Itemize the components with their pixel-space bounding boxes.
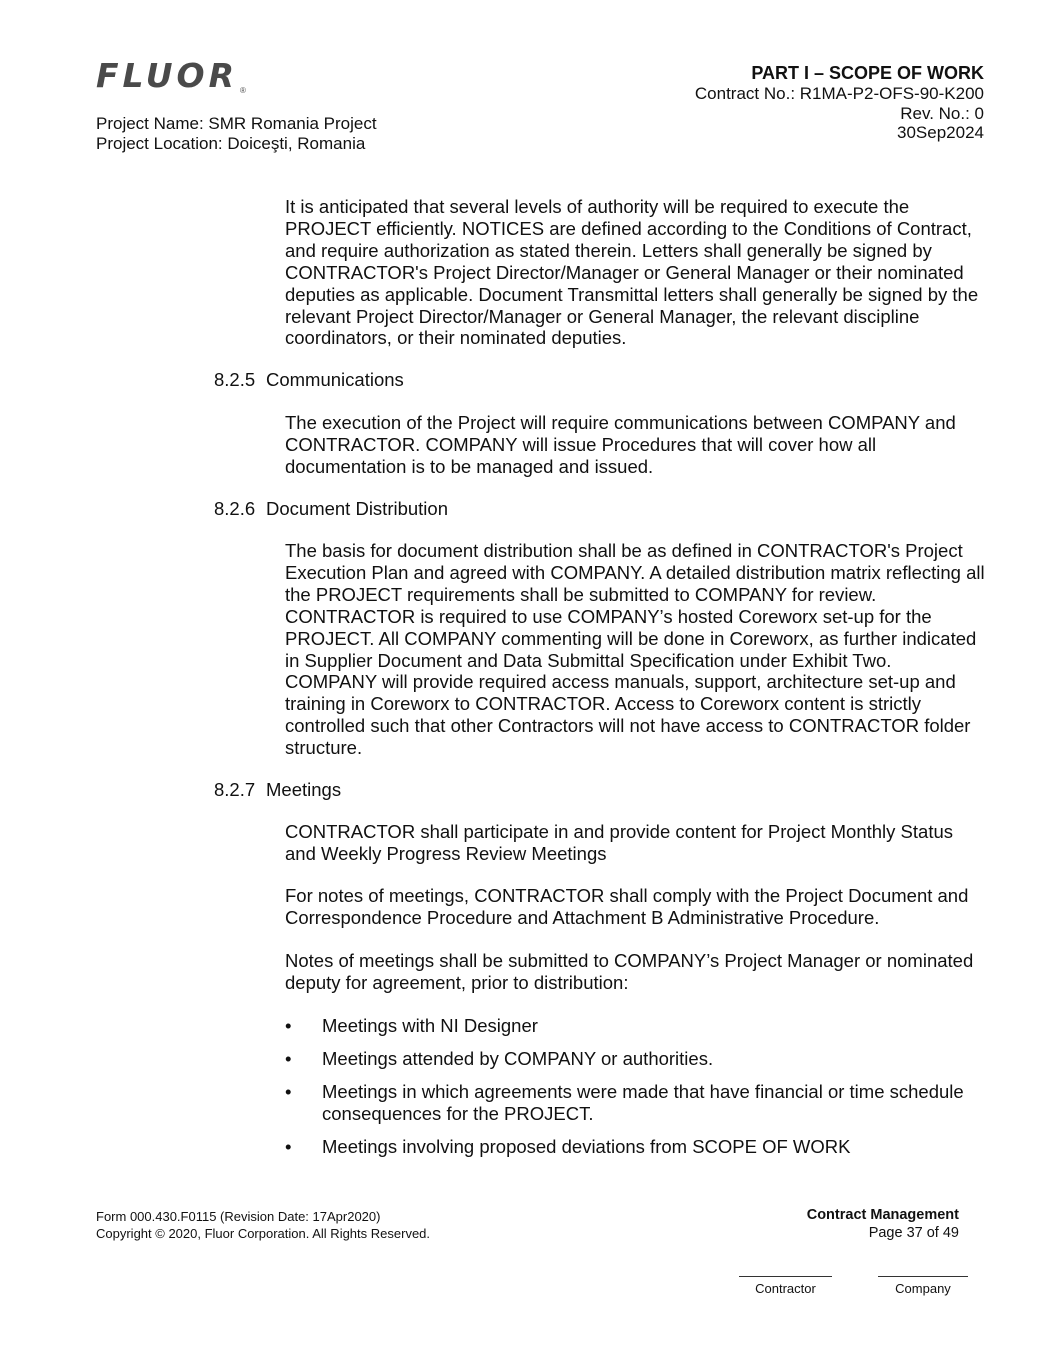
registered-mark: ®: [240, 86, 246, 95]
meetings-paragraph-3: Notes of meetings shall be submitted to COMPANY’s Project Manager or nominated deputy for agreement, prior to distribution:: [285, 950, 974, 993]
list-item: • Meetings with NI Designer: [285, 1015, 538, 1036]
document-date: 30Sep2024: [897, 123, 984, 142]
section-number: 8.2.5: [214, 369, 256, 390]
meetings-paragraph-2: For notes of meetings, CONTRACTOR shall comply with the Project Document and Correspondence Procedure and Attachment B Administrative Procedure.: [285, 885, 969, 928]
document-distribution-paragraph: The basis for document distribution shall be as defined in CONTRACTOR's Project Execution Plan and agreed with COMPANY. A detailed distribution matrix reflecting all the PROJECT requirements shall be submitted to COMPANY for review. CONTRACTOR is required to use COMPANY’s hosted Coreworx set-up for the PROJECT. All COMPANY commenting will be done in Coreworx, as further indicated in Supplier Document and Data Submittal Specification under Exhibit Two. COMPANY will provide required access manuals, support, architecture set-up and training in Coreworx to CONTRACTOR. Access to Coreworx content is strictly controlled such that other Contractors will not have access to CONTRACTOR folder structure.: [285, 540, 985, 759]
meetings-bullet-list: [285, 1015, 985, 1169]
footer-form-info: [96, 1209, 430, 1242]
section-title: Document Distribution: [266, 498, 448, 519]
document-header-info: [695, 63, 984, 143]
project-location: Project Location: Doiceşti, Romania: [96, 134, 366, 153]
part-title: PART I – SCOPE OF WORK: [751, 63, 984, 83]
page-number: Page 37 of 49: [868, 1225, 959, 1241]
signature-label: Company: [895, 1281, 951, 1296]
bullet-icon: •: [285, 1135, 292, 1157]
project-info: [96, 114, 377, 154]
section-heading-8-2-7: [214, 779, 341, 801]
bullet-icon: •: [285, 1080, 292, 1102]
communications-paragraph: The execution of the Project will require communications between COMPANY and CONTRACTOR. COMPANY will issue Procedures that will cover how all documentation is to be managed and issued.: [285, 412, 956, 477]
section-title: Communications: [266, 369, 404, 390]
bullet-icon: •: [285, 1047, 292, 1069]
signature-line: [878, 1276, 968, 1277]
form-number: Form 000.430.F0115 (Revision Date: 17Apr2020): [96, 1209, 381, 1224]
section-heading-8-2-6: [214, 498, 448, 520]
signature-label: Contractor: [755, 1281, 816, 1296]
fluor-logo: FLUOR: [96, 56, 239, 95]
list-item: • Meetings attended by COMPANY or authorities.: [285, 1047, 714, 1069]
section-heading-8-2-5: [214, 369, 404, 391]
copyright: Copyright © 2020, Fluor Corporation. All Rights Reserved.: [96, 1225, 431, 1241]
footer-page-info: [807, 1206, 959, 1242]
list-item: • Meetings involving proposed deviations from SCOPE OF WORK: [285, 1135, 851, 1157]
contractor-signature: [739, 1276, 832, 1296]
revision-number: Rev. No.: 0: [900, 103, 984, 123]
project-name: Project Name: SMR Romania Project: [96, 114, 377, 133]
signature-line: [739, 1276, 832, 1277]
section-title: Meetings: [266, 779, 342, 800]
list-item: • Meetings in which agreements were made that have financial or time schedule consequences for the PROJECT.: [285, 1080, 964, 1124]
contract-number: Contract No.: R1MA-P2-OFS-90-K200: [694, 84, 984, 103]
company-signature: [878, 1276, 968, 1296]
section-number: 8.2.6: [214, 498, 256, 519]
meetings-paragraph-1: CONTRACTOR shall participate in and provide content for Project Monthly Status and Weekly Progress Review Meetings: [285, 821, 954, 864]
bullet-icon: •: [285, 1015, 292, 1036]
section-number: 8.2.7: [214, 779, 256, 800]
section-name: Contract Management: [806, 1207, 959, 1223]
intro-paragraph: It is anticipated that several levels of authority will be required to execute the PROJECT efficiently. NOTICES are defined according to the Conditions of Contract, and require authorization as stated therein. Letters shall generally be signed by CONTRACTOR's Project Director/Manager or General Manager or their nominated deputies as applicable. Document Transmittal letters shall generally be signed by the relevant Project Director/Manager or General Manager, the relevant discipline coordinators, or their nominated deputies.: [285, 196, 979, 349]
